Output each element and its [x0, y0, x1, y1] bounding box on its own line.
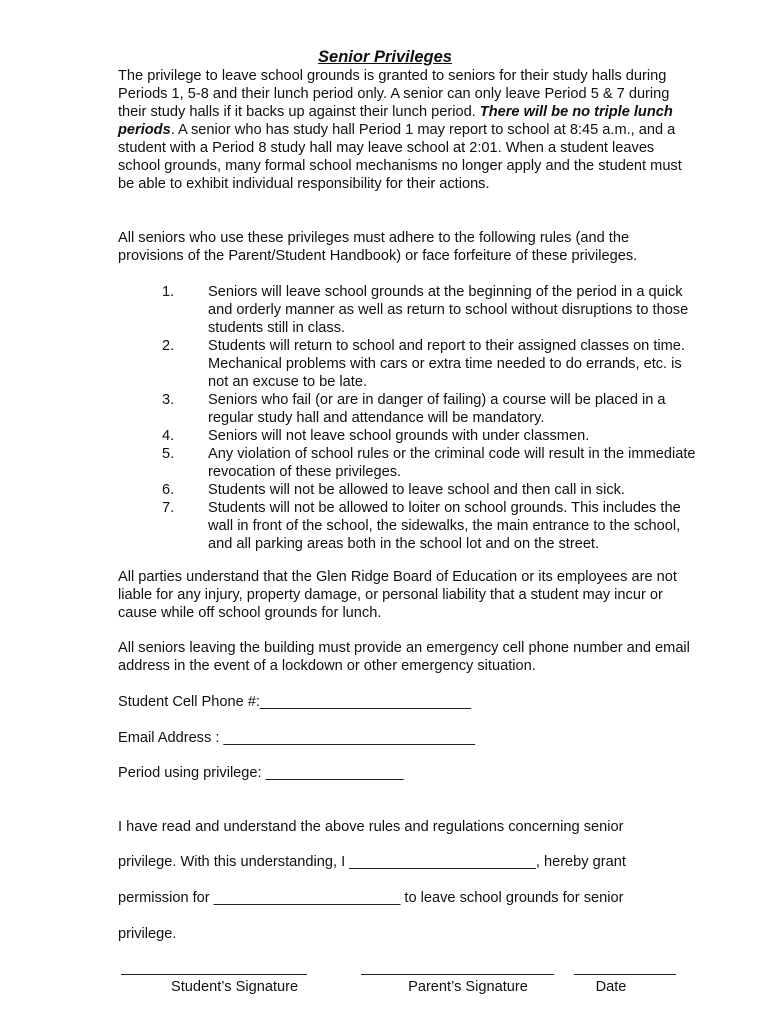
rule-text: Any violation of school rules or the criminal code will result in the immediate revocation of these privileges.: [208, 446, 696, 480]
parent-signature-label: Parent’s Signature: [408, 979, 528, 995]
rule-item: [118, 391, 698, 427]
student-name-field[interactable]: permission for _______________________ to leave school grounds for senior: [118, 890, 624, 906]
rule-number: 1.: [162, 284, 175, 300]
rule-text: Students will not be allowed to loiter on school grounds. This includes the wall in front of the school, the sidewalks, the main entrance to the school, and all parking areas both in the school lot and on the street.: [208, 500, 681, 552]
rule-text: Students will return to school and report to their assigned classes on time. Mechanical problems with cars or extra time needed to do errands, etc. is not an excuse to be late.: [208, 338, 685, 390]
rule-text: Seniors who fail (or are in danger of failing) a course will be placed in a regular study hall and attendance will be mandatory.: [208, 392, 666, 426]
rule-number: 5.: [162, 446, 175, 462]
rule-number: 2.: [162, 338, 175, 354]
rule-item: [118, 427, 698, 445]
rule-item: [118, 481, 698, 499]
rule-number: 6.: [162, 482, 175, 498]
cell-phone-field[interactable]: Student Cell Phone #:__________________________: [118, 694, 472, 710]
page-title: Senior Privileges: [318, 48, 452, 66]
parent-name-field[interactable]: privilege. With this understanding, I _______________________, hereby grant: [118, 854, 626, 870]
rules-list: [118, 283, 698, 553]
date-line[interactable]: [574, 974, 676, 975]
rule-text: Students will not be allowed to leave school and then call in sick.: [208, 482, 625, 498]
parent-signature-line[interactable]: [361, 974, 554, 975]
rules-intro-paragraph: All seniors who use these privileges must adhere to the following rules (and the provisions of the Parent/Student Handbook) or face forfeiture of these privileges.: [118, 230, 638, 264]
rule-item: [118, 445, 698, 481]
intro-text-part2: . A senior who has study hall Period 1 may report to school at 8:45 a.m., and a student with a Period 8 study hall may leave school at 2:01. When a student leaves school grounds, many formal school mechanisms no longer apply and the student must be able to exhibit individual responsibility for their actions.: [118, 122, 682, 192]
student-signature-label: Student’s Signature: [171, 979, 299, 995]
rule-item: [118, 283, 698, 337]
rule-number: 4.: [162, 428, 175, 444]
emergency-paragraph: All seniors leaving the building must provide an emergency cell phone number and email address in the event of a lockdown or other emergency situation.: [118, 640, 690, 674]
rule-item: [118, 337, 698, 391]
rule-text: Seniors will not leave school grounds with under classmen.: [208, 428, 590, 444]
intro-emphasis: There will be no triple lunch periods: [118, 104, 673, 138]
period-field[interactable]: Period using privilege: _________________: [118, 765, 404, 781]
rule-item: [118, 499, 698, 553]
liability-paragraph: All parties understand that the Glen Ridge Board of Education or its employees are not liable for any injury, property damage, or personal liability that a student may incur or cause while off school grounds for lunch.: [118, 569, 677, 621]
acknowledgement-line-1: I have read and understand the above rules and regulations concerning senior: [118, 819, 624, 835]
email-field[interactable]: Email Address : _______________________________: [118, 730, 476, 746]
rule-number: 3.: [162, 392, 175, 408]
acknowledgement-line-4: privilege.: [118, 926, 177, 942]
student-signature-line[interactable]: [121, 974, 307, 975]
date-label: Date: [595, 979, 627, 995]
rule-text: Seniors will leave school grounds at the beginning of the period in a quick and orderly manner as well as return to school without disruptions to those students still in class.: [208, 284, 689, 336]
intro-text-part1: The privilege to leave school grounds is granted to seniors for their study halls during Periods 1, 5-8 and their lunch period only. A senior can only leave Period 5 & 7 during their study halls if it backs up against their lunch period.: [118, 68, 670, 120]
intro-paragraph: [118, 67, 698, 193]
rule-number: 7.: [162, 500, 175, 516]
